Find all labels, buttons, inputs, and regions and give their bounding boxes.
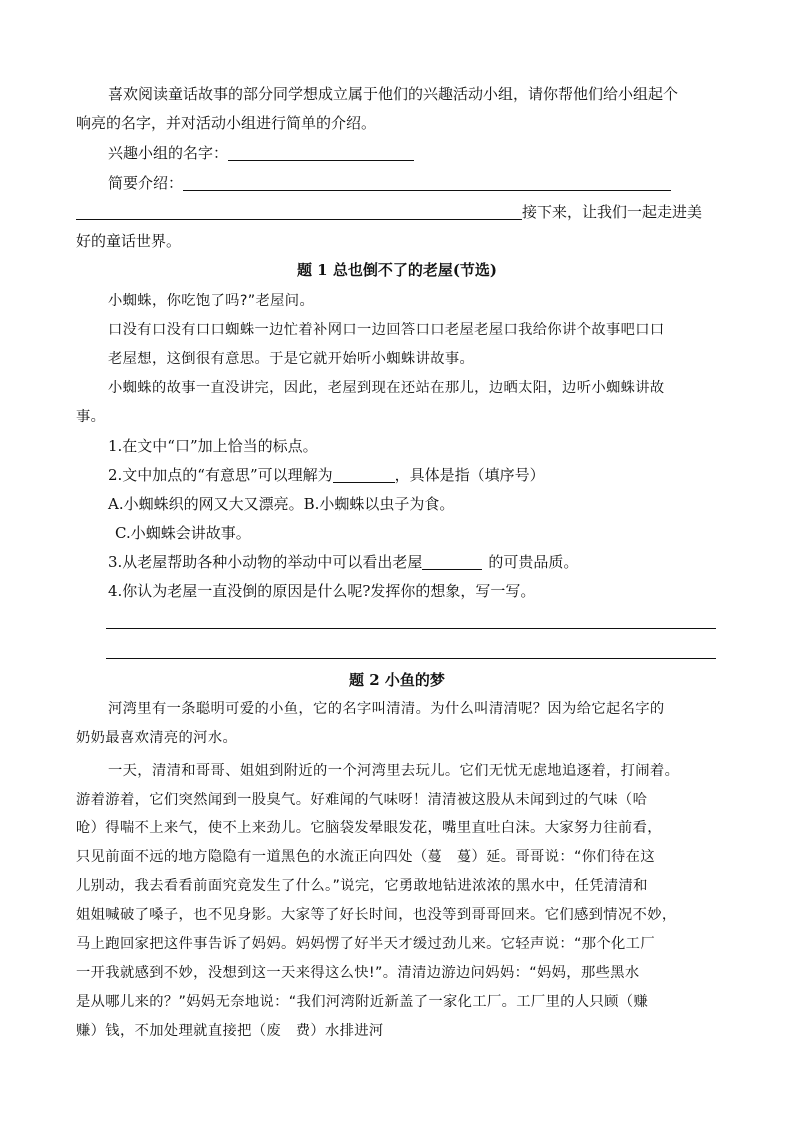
question-2-text-b: ，具体是指（填序号） (394, 466, 545, 484)
story2-line: 赚）钱，不加处理就直接把（废 费）水排进河 (76, 1023, 384, 1039)
intro-desc-label: 简要介绍： (108, 174, 184, 192)
question-4: 4.你认为老屋一直没倒的原因是什么呢?发挥你的想象，写一写。 (108, 582, 536, 600)
answer-line-1[interactable] (106, 628, 716, 629)
intro-desc-blank-2[interactable] (76, 204, 522, 220)
group-name-row (108, 143, 414, 163)
question-2-text-a: 2.文中加点的“有意思”可以理解为 (108, 466, 333, 484)
story2-line: 姐姐喊破了嗓子，也不见身影。大家等了好长时间，也没等到哥哥回来。它们感到情况不妙， (76, 907, 677, 923)
question-3 (108, 552, 578, 572)
question-2 (108, 465, 545, 485)
question-2-options-ab: A.小蜘蛛织的网又大又漂亮。B.小蜘蛛以虫子为食。 (108, 495, 455, 513)
story2-line: 只见前面不远的地方隐隐有一道黑色的水流正向四处（蔓 蔓）延。哥哥说：“你们待在这 (76, 849, 655, 865)
story2-line: 是从哪儿来的？”妈妈无奈地说：“我们河湾附近新盖了一家化工厂。工厂里的人只顾（赚 (76, 994, 649, 1010)
section-2-title: 题 2 小鱼的梦 (349, 671, 445, 689)
story2-line: 马上跑回家把这件事告诉了妈妈。妈妈愣了好半天才缓过劲儿来。它轻声说：“那个化工厂 (76, 936, 655, 952)
story1-para-1: 小蜘蛛，你吃饱了吗?”老屋问。 (108, 293, 315, 309)
question-1: 1.在文中“口”加上恰当的标点。 (108, 437, 318, 455)
story1-para-4b: 事。 (76, 409, 106, 425)
story2-line: 一开我就感到不妙，没想到这一天来得这么快!”。清清边游边问妈妈：“妈妈，那些黑水 (76, 965, 640, 981)
intro-line-1: 喜欢阅读童话故事的部分同学想成立属于他们的兴趣活动小组，请你帮他们给小组起个 (108, 85, 679, 103)
story2-line: 河湾里有一条聪明可爱的小鱼，它的名字叫清清。为什么叫清清呢？因为给它起名字的 (108, 701, 665, 717)
answer-line-2[interactable] (106, 658, 716, 659)
intro-line-2: 响亮的名字，并对活动小组进行简单的介绍。 (76, 114, 377, 132)
intro-desc-blank-1[interactable] (183, 175, 671, 191)
question-3-text-b: 的可贵品质。 (488, 553, 579, 571)
intro-desc-row (108, 173, 671, 193)
story1-para-2: 口没有口没有口口蜘蛛一边忙着补网口一边回答口口老屋老屋口我给你讲个故事吧口口 (108, 322, 665, 338)
group-name-label: 兴趣小组的名字： (108, 144, 229, 162)
intro-line-6: 好的童话世界。 (76, 232, 182, 250)
intro-desc-tail: 接下来，让我们一起走进美 (522, 203, 703, 221)
story2-line: 呛）得喘不上来气，使不上来劲儿。它脑袋发晕眼发花，嘴里直吐白沫。大家努力往前看， (76, 820, 662, 836)
section-1-title: 题 1 总也倒不了的老屋(节选) (296, 261, 498, 279)
story2-line: 一天，清清和哥哥、姐姐到附近的一个河湾里去玩儿。它们无忧无虑地追逐着，打闹着。 (108, 763, 680, 779)
story1-para-4a: 小蜘蛛的故事一直没讲完，因此，老屋到现在还站在那儿，边晒太阳，边听小蜘蛛讲故 (108, 380, 665, 396)
story2-line: 奶奶最喜欢清亮的河水。 (76, 730, 238, 746)
story1-para-3: 老屋想，这倒很有意思。于是它就开始听小蜘蛛讲故事。 (108, 351, 475, 367)
question-2-option-c: C.小蜘蛛会讲故事。 (115, 524, 251, 542)
question-3-text-a: 3.从老屋帮助各种小动物的举动中可以看出老屋 (108, 553, 423, 571)
question-2-blank[interactable] (333, 467, 395, 483)
question-3-blank[interactable] (422, 554, 482, 570)
group-name-blank[interactable] (228, 145, 414, 161)
story2-line: 儿别动，我去看看前面究竟发生了什么。”说完，它勇敢地钻进浓浓的黑水中，任凭清清和 (76, 878, 648, 894)
intro-desc-row-2 (76, 202, 702, 222)
story2-line: 游着游着，它们突然闻到一股臭气。好难闻的气味呀！清清被这股从未闻到过的气味（哈 (76, 792, 648, 808)
